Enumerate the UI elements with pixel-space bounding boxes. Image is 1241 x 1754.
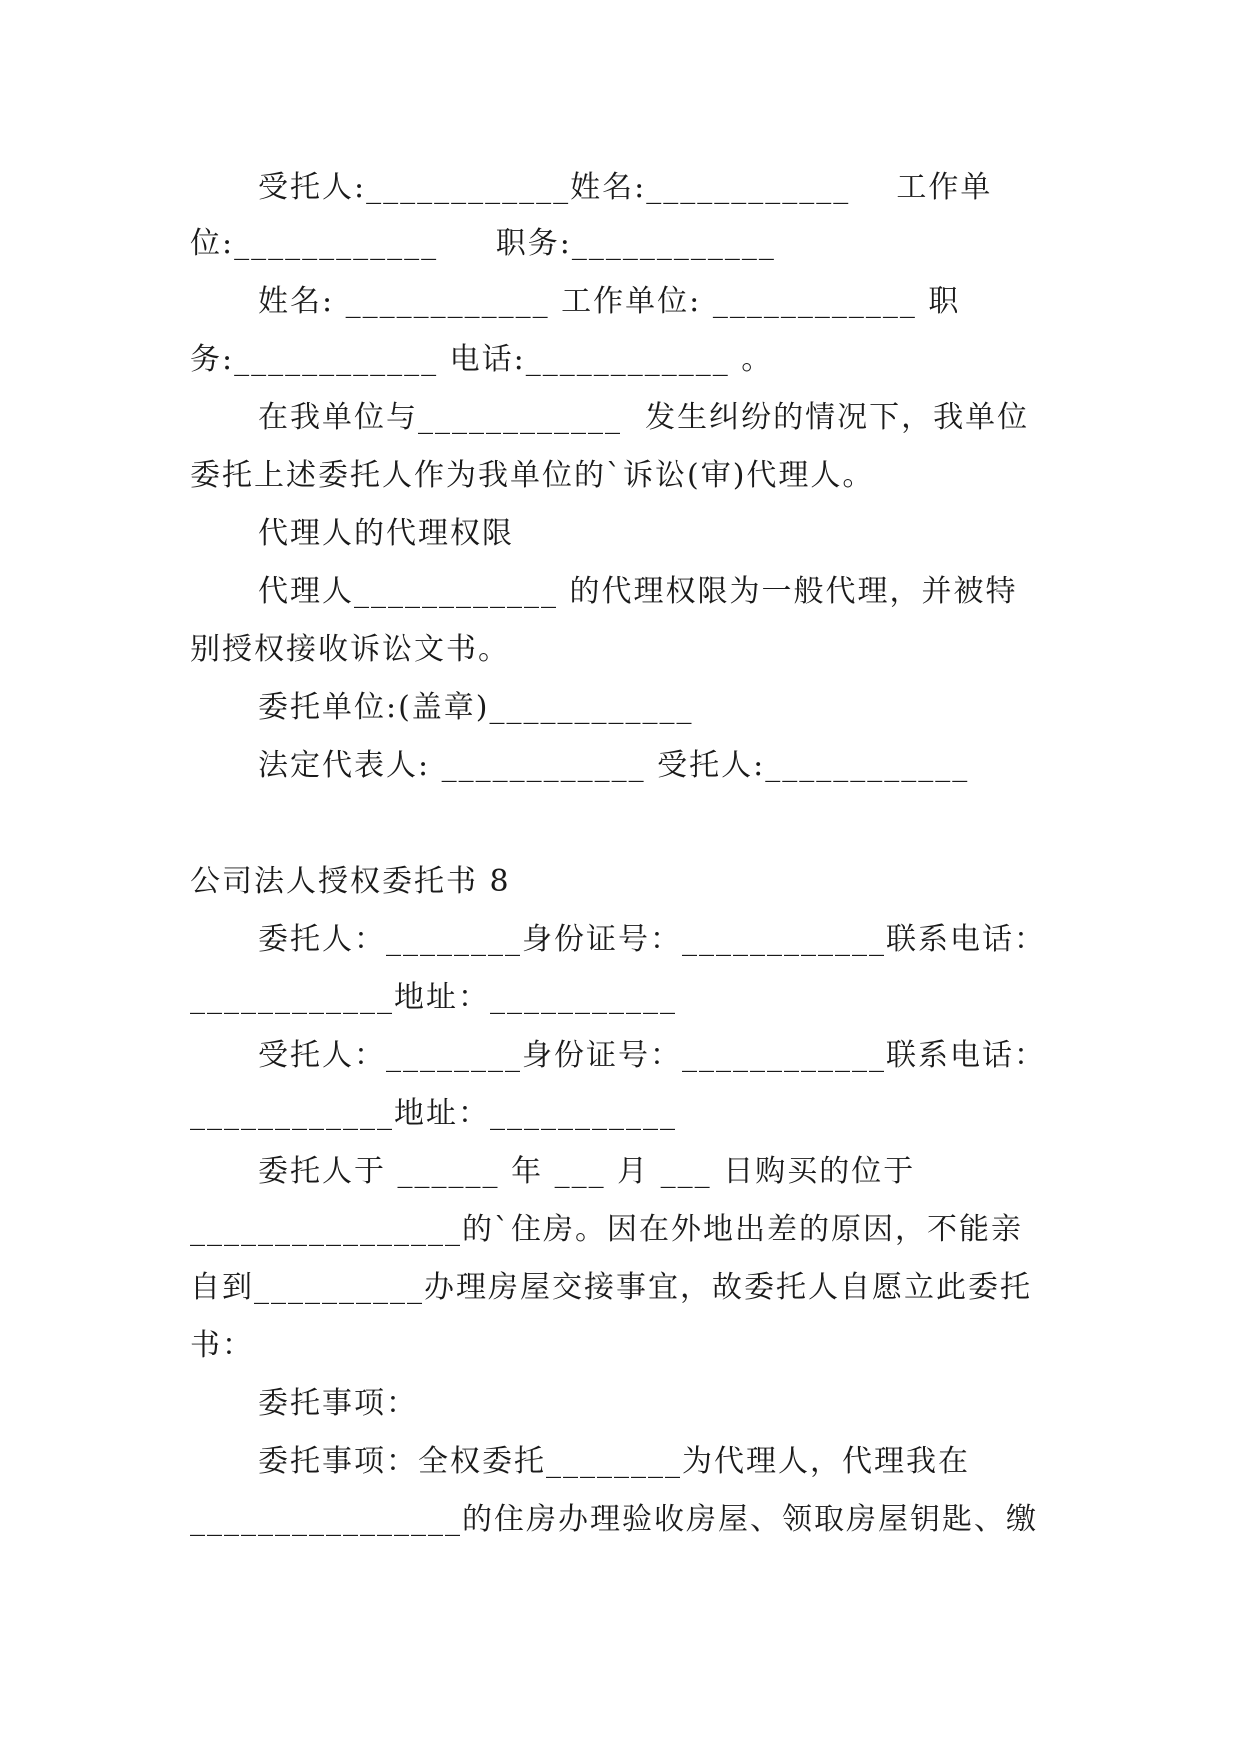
text-line: 代理人____________ 的代理权限为一般代理，并被特 [258,574,1018,609]
text-line: 自到__________办理房屋交接事宜，故委托人自愿立此委托 [190,1270,1032,1305]
text-line: 法定代表人: ____________ 受托人:____________ [258,748,970,783]
text-line: 委托人：________身份证号：____________联系电话： [258,922,1046,957]
text-line: 委托人于 ______ 年 ___ 月 ___ 日购买的位于 [258,1154,916,1189]
text-line: ________________的`住房。因在外地出差的原因，不能亲 [190,1212,1023,1247]
text-line: 受托人:____________姓名:____________ 工作单 [258,170,993,205]
text-line: 在我单位与____________ 发生纠纷的情况下，我单位 [258,400,1030,435]
text-line: 位:____________ 职务:____________ [190,226,776,261]
text-line: ____________地址：___________ [190,1096,677,1131]
text-line: 公司法人授权委托书 8 [190,864,511,899]
text-line: 委托上述委托人作为我单位的`诉讼(审)代理人。 [190,458,875,493]
text-line: 书： [190,1328,254,1363]
text-line: 委托事项： [258,1386,418,1421]
text-line: 委托事项：全权委托________为代理人，代理我在 [258,1444,970,1479]
text-line: 代理人的代理权限 [258,516,514,551]
text-line: 委托单位:(盖章)____________ [258,690,694,725]
text-line: 别授权接收诉讼文书。 [190,632,510,667]
text-line: 务:____________ 电话:____________ 。 [190,342,774,377]
text-line: 姓名: ____________ 工作单位: ____________ 职 [258,284,961,319]
text-line: ________________的住房办理验收房屋、领取房屋钥匙、缴 [190,1502,1038,1537]
text-line: ____________地址：___________ [190,980,677,1015]
text-line: 受托人：________身份证号：____________联系电话： [258,1038,1046,1073]
